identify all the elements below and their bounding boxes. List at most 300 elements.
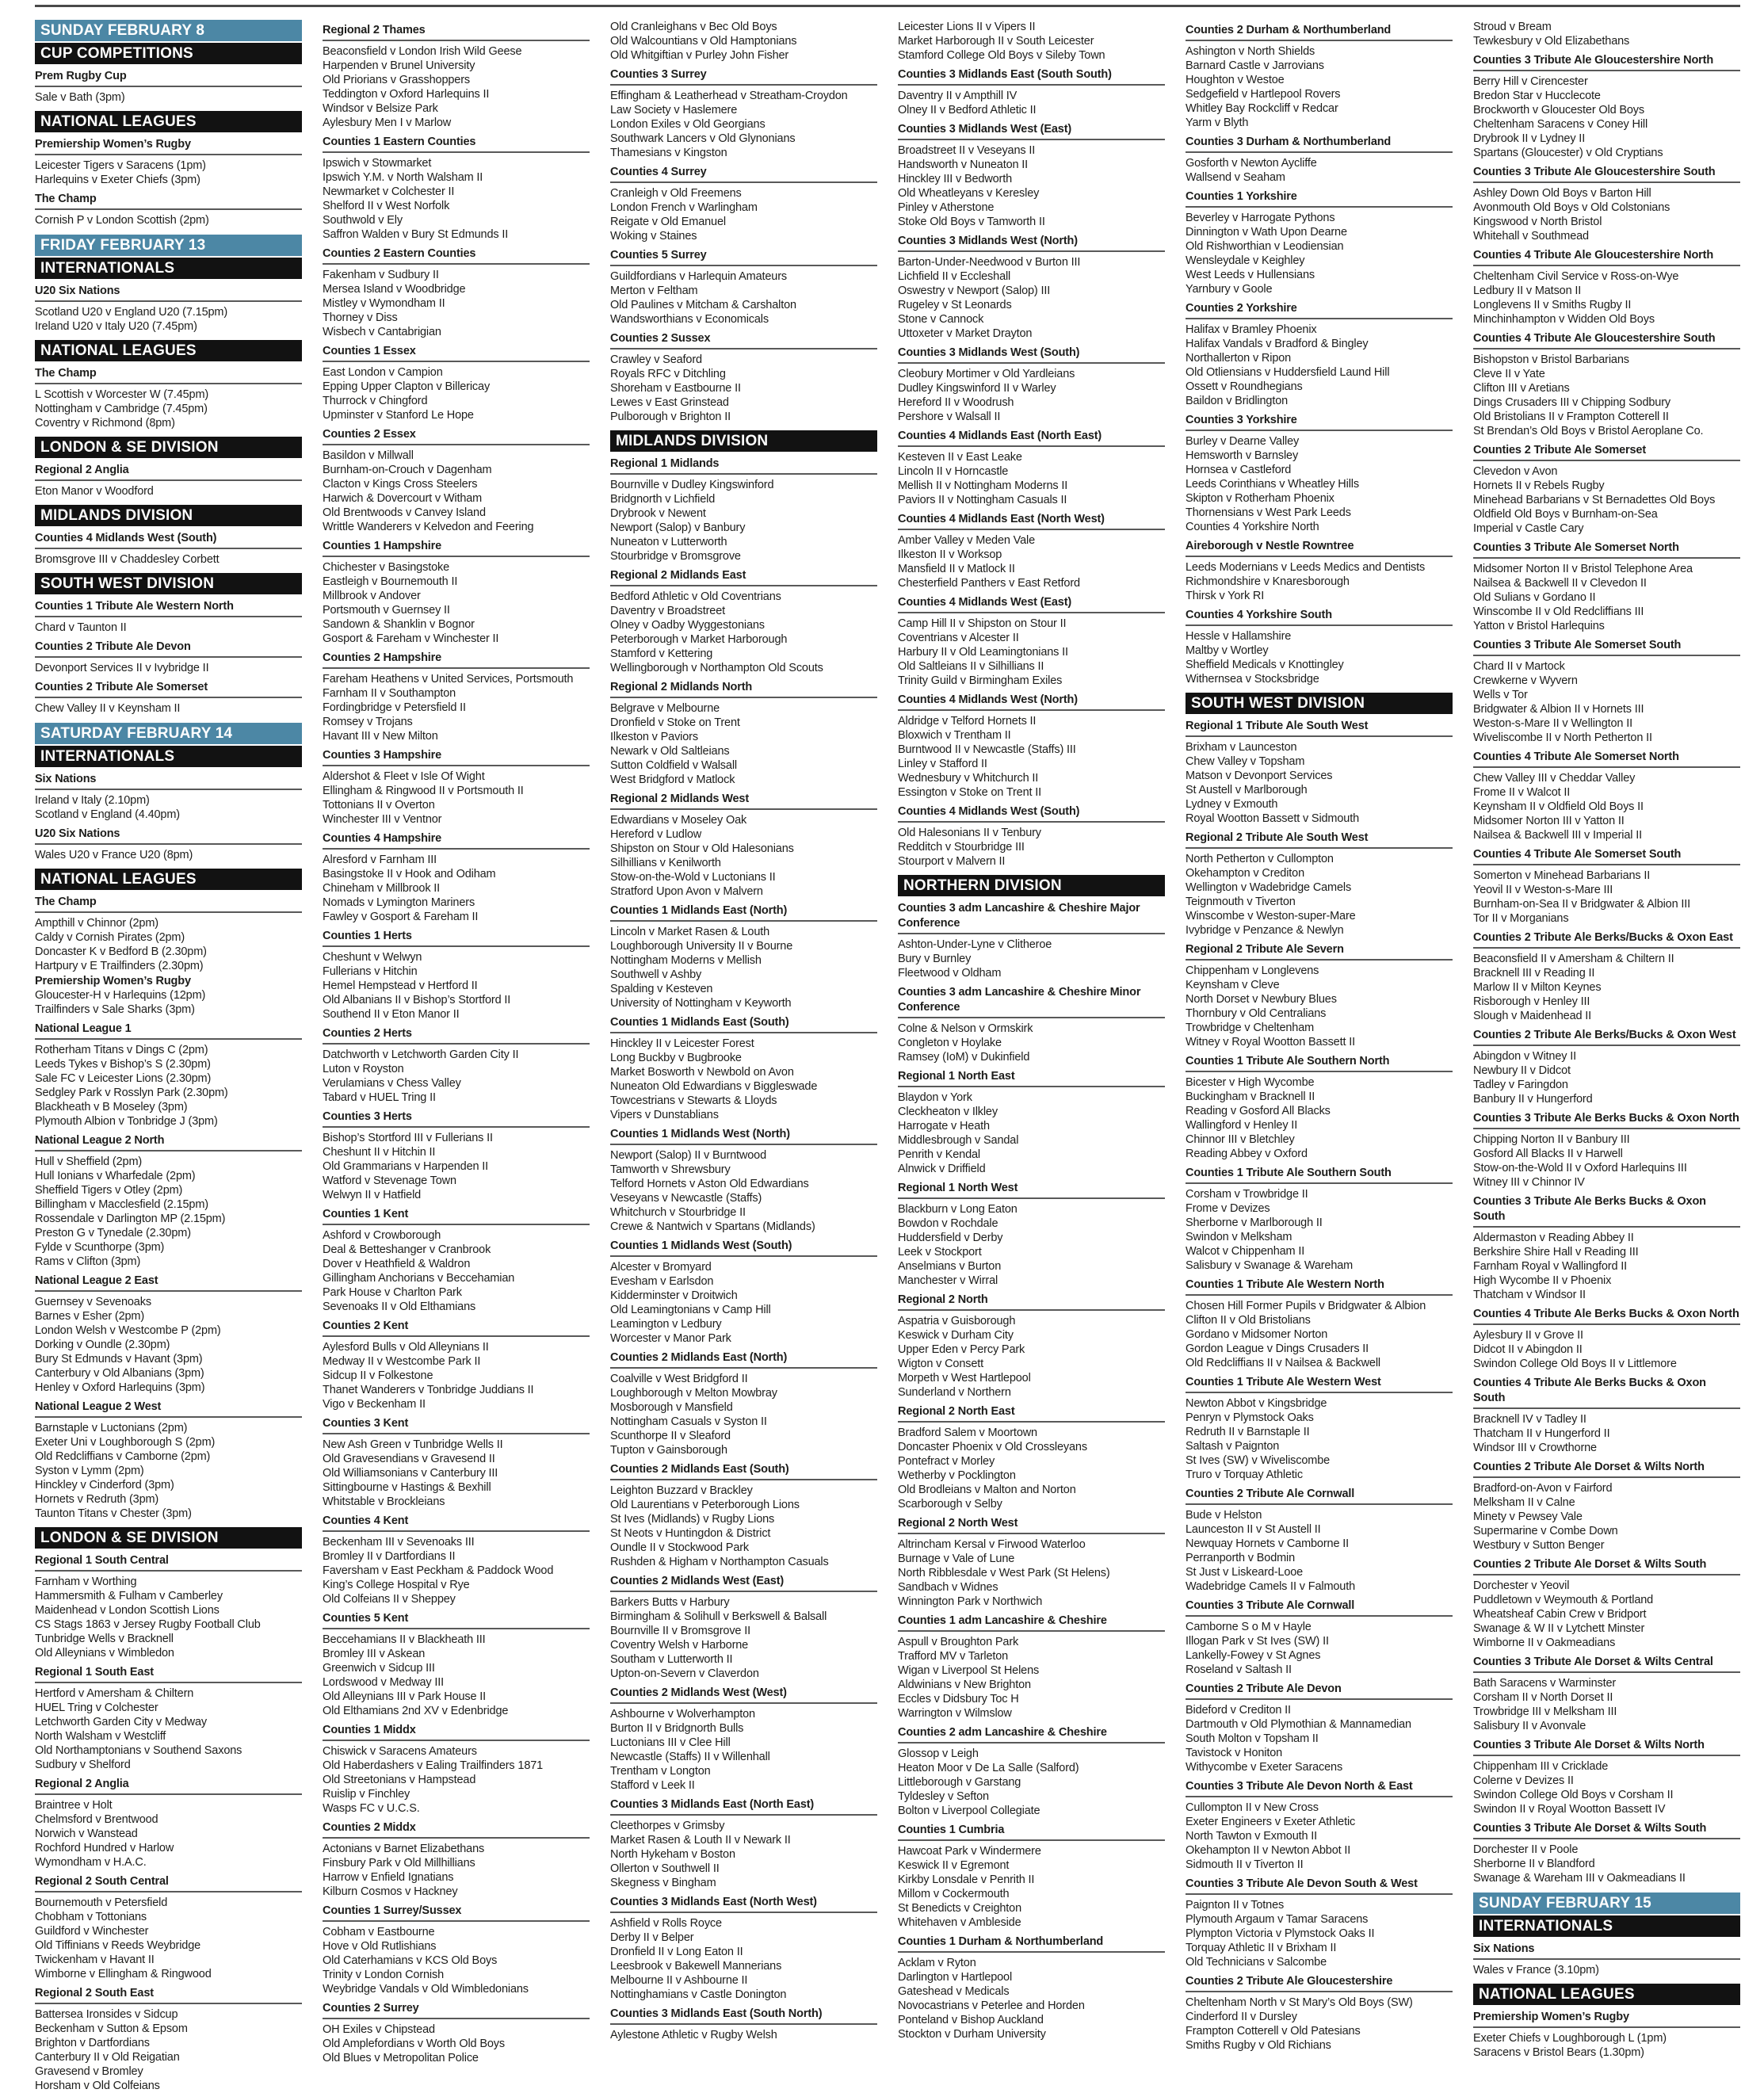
fixture-line: Exeter Chiefs v Loughborough L (1pm) [1473,2032,1667,2045]
fixture-line: Battersea Ironsides v Sidcup [35,2008,178,2021]
fixture-line: Houghton v Westoe [1186,74,1285,86]
fixture-line: Puddletown v Weymouth & Portland [1473,1594,1654,1606]
fixture-line: Wales U20 v France U20 (8pm) [35,849,193,861]
fixture-line: Aspull v Broughton Park [898,1636,1019,1648]
fixture-line: Bedford Athletic v Old Coventrians [610,590,781,603]
fixture-line: Leeds Modernians v Leeds Medics and Dentists [1186,561,1426,574]
fixture-line: Corsham II v North Dorset II [1473,1691,1613,1704]
fixture-line: Sutton Coldfield v Walsall [610,759,737,772]
fixture-line: Shelford II v West Norfolk [323,200,450,212]
fixture-line: Windsor III v Crowthorne [1473,1442,1597,1454]
fixture-line: Withycombe v Exeter Saracens [1186,1761,1343,1774]
fixture-line: Chew Valley II v Keynsham II [35,702,181,715]
fixture-line: Bloxwich v Trentham II [898,729,1011,742]
fixture-line: Ashfield v Rolls Royce [610,1917,722,1930]
league-subhead: Regional 2 North [898,1289,1165,1311]
fixture-line: Burnham-on-Crouch v Dagenham [323,464,492,476]
league-subhead: Counties 2 Tribute Ale Devon [35,636,302,658]
fixture-line: Doncaster Phoenix v Old Crossleyans [898,1441,1087,1453]
fixture-line: Reading v Gosford All Blacks [1186,1105,1331,1117]
league-subhead: Counties 4 Hampshire [323,828,590,850]
fixture-line: Thornbury v Old Centralians [1186,1007,1327,1020]
fixture-line: Abingdon v Witney II [1473,1050,1576,1063]
fixture-line: Chesterfield Panthers v East Retford [898,577,1080,590]
league-subhead: Counties 4 Yorkshire South [1186,605,1453,626]
fixture-line: Old Blues v Metropolitan Police [323,2052,479,2064]
fixture-line: Trinity Guild v Birmingham Exiles [898,674,1063,687]
league-subhead: National League 2 North [35,1130,302,1152]
fixture-line: Exeter Uni v Loughborough S (2pm) [35,1436,216,1449]
fixture-line: Wednesbury v Whitchurch II [898,772,1039,785]
fixture-line: Broadstreet II v Veseyans II [898,144,1036,157]
fixture-line: Okehampton II v Newton Abbot II [1186,1844,1351,1857]
fixture-line: Clacton v Kings Cross Steelers [323,478,478,491]
section-banner: NATIONAL LEAGUES [35,340,302,361]
fixture-line: Aldridge v Telford Hornets II [898,715,1037,728]
league-subhead: Counties 3 Tribute Ale Devon North & East [1186,1776,1453,1797]
league-subhead: Counties 2 Durham & Northumberland [1186,20,1453,41]
league-subhead: Counties 2 Eastern Counties [323,243,590,265]
league-subhead: Counties 1 Herts [323,926,590,947]
fixture-line: Halifax Vandals v Bradford & Bingley [1186,338,1369,350]
fixture-line: Winnington Park v Northwich [898,1595,1043,1608]
top-rule [35,5,1740,7]
league-subhead: Regional 2 Tribute Ale Severn [1186,939,1453,961]
fixture-line: Southam v Lutterworth II [610,1653,733,1666]
fixture-line: Trowbridge v Cheltenham [1186,1022,1315,1034]
fixture-line: Frome II v Walcot II [1473,786,1571,799]
fixture-line: Witney v Royal Wootton Bassett II [1186,1036,1355,1048]
fixture-line: Paignton II v Totnes [1186,1899,1285,1912]
fixture-line: Hinckley v Cinderford (3pm) [35,1479,174,1491]
fixture-line: Littleborough v Garstang [898,1776,1021,1789]
league-subhead: Premiership Women’s Rugby [1473,2007,1740,2028]
fixture-line: Corsham v Trowbridge II [1186,1188,1308,1201]
fixture-line: Essington v Stoke on Trent II [898,786,1042,799]
fixture-line: Huddersfield v Derby [898,1232,1003,1244]
fixture-line: Walcot v Chippenham II [1186,1245,1305,1258]
fixture-line: Cobham v Eastbourne [323,1926,435,1938]
league-subhead: Counties 3 Tribute Ale Cornwall [1186,1595,1453,1617]
fixture-line: Gordon League v Dings Crusaders II [1186,1342,1369,1355]
league-subhead: Counties 4 Tribute Ale Somerset North [1473,747,1740,768]
fixture-line: King’s College Hospital v Rye [323,1579,470,1591]
fixture-line: North Dorset v Newbury Blues [1186,993,1337,1006]
fixture-line: Letchworth Garden City v Medway [35,1716,207,1728]
league-subhead: Six Nations [1473,1938,1740,1960]
fixture-line: Dover v Heathfield & Waldron [323,1258,471,1270]
fixture-line: Chobham v Tottonians [35,1911,147,1923]
league-subhead: Counties 3 Midlands East (South North) [610,2003,877,2025]
league-subhead: Regional 2 Midlands West [610,789,877,810]
fixture-line: Cheltenham North v St Mary’s Old Boys (SW) [1186,1996,1413,2009]
fixture-line: Plymouth Albion v Tonbridge J (3pm) [35,1115,218,1128]
fixture-line: Wiveliscombe II v North Petherton II [1473,731,1652,744]
fixture-line: Peterborough v Market Harborough [610,633,788,646]
fixture-line: Halifax v Bramley Phoenix [1186,323,1317,336]
fixture-line: Swindon College Old Boys II v Littlemore [1473,1358,1677,1370]
fixture-line: Dronfield v Stoke on Trent [610,716,740,729]
fixture-line: Edwardians v Moseley Oak [610,814,747,827]
fixture-line: CS Stags 1863 v Jersey Rugby Football Club [35,1618,261,1631]
fixture-line: Chosen Hill Former Pupils v Bridgwater & Albion [1186,1300,1426,1312]
league-subhead: Counties 2 Tribute Ale Dorset & Wilts North [1473,1457,1740,1478]
fixture-line: Whitchurch v Stourbridge II [610,1206,746,1219]
fixture-line: Bicester v High Wycombe [1186,1076,1315,1089]
fixture-line: North Walsham v Westcliff [35,1730,166,1743]
league-subhead: Counties 3 Herts [323,1106,590,1128]
fixture-line: Lordswood v Medway III [323,1676,445,1689]
fixture-line: Keynsham II v Oldfield Old Boys II [1473,800,1644,813]
fixture-line: Ashington v North Shields [1186,45,1315,58]
league-subhead: Counties 3 Midlands East (North East) [610,1794,877,1816]
fixture-line: Silhillians v Kenilworth [610,857,721,869]
fixture-line: Okehampton v Crediton [1186,867,1304,880]
fixture-line: Marlow II v Milton Keynes [1473,981,1602,994]
fixture-line: Manchester v Wirral [898,1274,998,1287]
league-subhead: Counties 2 Midlands West (West) [610,1682,877,1704]
fixture-line: Sedgefield v Hartlepool Rovers [1186,88,1341,101]
fixture-line: Whitehall v Southmead [1473,230,1589,243]
fixture-line: Cheltenham Civil Service v Ross-on-Wye [1473,270,1679,283]
fixture-line: Norwich v Wanstead [35,1828,138,1840]
fixture-line: Old Otliensians v Huddersfield Laund Hill [1186,366,1390,379]
fixture-line: Wasps FC v U.C.S. [323,1802,420,1815]
fixture-line: Bournville v Dudley Kingswinford [610,479,774,491]
league-subhead: The Champ [35,189,302,210]
column-2 [323,20,590,2065]
fixture-line: Stamford v Kettering [610,647,713,660]
fixture-line: Wigton v Consett [898,1358,984,1370]
fixture-line: Weybridge Vandals v Old Wimbledonians [323,1983,529,1996]
fixture-line: Colerne v Devizes II [1473,1774,1574,1787]
fixture-line: Lichfield II v Eccleshall [898,270,1011,283]
league-subhead: Counties 3 Tribute Ale Somerset North [1473,537,1740,559]
fixture-line: Cheltenham Saracens v Coney Hill [1473,118,1648,131]
fixture-line: Old Alleynians III v Park House II [323,1690,487,1703]
fixture-line: HUEL Tring v Colchester [35,1702,158,1714]
column-3 [610,20,877,2042]
fixture-line: Clifton II v Old Bristolians [1186,1314,1311,1327]
fixture-line: Swindon College Old Boys v Corsham II [1473,1789,1674,1801]
fixture-line: Swanage & Wareham III v Oakmeadians II [1473,1872,1686,1885]
league-subhead: Counties 3 Tribute Ale Somerset South [1473,635,1740,656]
fixture-line: Finsbury Park v Old Millhillians [323,1857,475,1870]
fixture-line: Gloucester-H v Harlequins (12pm) [35,989,206,1002]
fixture-line: Twickenham v Havant II [35,1954,155,1966]
fixture-line: Law Society v Haslemere [610,104,738,116]
fixture-line: Coventry v Richmond (8pm) [35,417,175,430]
fixture-line: Effingham & Leatherhead v Streatham-Croydon [610,90,848,102]
league-subhead: Counties 3 adm Lancashire & Cheshire Major Conference [898,898,1165,934]
fixture-line: Smiths Rugby v Old Richians [1186,2039,1331,2052]
league-subhead: Counties 4 Midlands West (East) [898,592,1165,613]
league-subhead: Six Nations [35,769,302,790]
league-subhead: Counties 4 Midlands East (North East) [898,426,1165,447]
league-subhead: Counties 2 Midlands West (East) [610,1571,877,1592]
fixture-line: Kirkby Lonsdale v Penrith II [898,1873,1035,1886]
fixture-line: Yatton v Bristol Harlequins [1473,620,1605,632]
fixture-line: Plymouth Argaum v Tamar Saracens [1186,1913,1369,1926]
fixture-line: Chelmsford v Brentwood [35,1813,158,1826]
fixture-line: Sheffield Tigers v Otley (2pm) [35,1184,183,1197]
league-subhead: Counties 3 Durham & Northumberland [1186,132,1453,153]
fixture-line: Old Williamsonians v Canterbury III [323,1467,498,1480]
fixture-line: Syston v Lymm (2pm) [35,1465,144,1477]
fixture-line: Bournville II v Bromsgrove II [610,1625,750,1637]
fixture-line: Stroud v Bream [1473,21,1552,33]
fixture-line: Roseland v Saltash II [1186,1663,1292,1676]
fixture-line: Wensleydale v Keighley [1186,254,1305,267]
league-subhead: Counties 3 Yorkshire [1186,410,1453,431]
fixture-line: Barkers Butts v Harbury [610,1596,730,1609]
fixture-line: Sherborne II v Blandford [1473,1858,1595,1870]
fixture-line: Bradford Salem v Moortown [898,1427,1037,1439]
fixtures-page [0,5,1764,2093]
fixture-line: Redruth II v Barnstaple II [1186,1426,1310,1438]
fixture-line: Mistley v Wymondham II [323,297,445,310]
fixture-line: Caldy v Cornish Pirates (2pm) [35,931,185,944]
fixture-line: Oundle II v Stockwood Park [610,1541,750,1554]
fixture-line: Yarnbury v Goole [1186,283,1273,296]
league-subhead: Counties 4 Tribute Ale Gloucestershire South [1473,328,1740,349]
fixture-line: Thatcham v Windsor II [1473,1289,1586,1301]
fixture-line: Old Redcliffians v Camborne (2pm) [35,1450,211,1463]
fixture-line: Rams v Clifton (3pm) [35,1255,141,1268]
fixture-line: Braintree v Holt [35,1799,113,1812]
fixture-line: Blackheath v B Moseley (3pm) [35,1101,188,1113]
fixture-line: London Welsh v Westcombe P (2pm) [35,1324,221,1337]
fixture-line: Aylesbury II v Grove II [1473,1329,1583,1342]
fixture-line: Richmondshire v Knaresborough [1186,575,1350,588]
fixture-line: Yeovil II v Weston-s-Mare III [1473,884,1613,896]
fixture-line: Harpenden v Brunel University [323,59,475,72]
fixture-line: Supermarine v Combe Down [1473,1525,1618,1537]
fixture-line: Ashton-Under-Lyne v Clitheroe [898,938,1052,951]
fixture-line: Luctonians III v Clee Hill [610,1736,731,1749]
fixture-line: Swanage & W II v Lytchett Minster [1473,1622,1645,1635]
fixture-line: Scotland v England (4.40pm) [35,808,180,821]
fixture-line: Beccehamians II v Blackheath III [323,1633,486,1646]
fixture-line: Swindon v Melksham [1186,1231,1292,1243]
fixture-line: Penryn v Plymstock Oaks [1186,1411,1314,1424]
fixture-line: Hull Ionians v Wharfedale (2pm) [35,1170,196,1182]
fixture-line: Nomads v Lymington Mariners [323,896,475,909]
fixture-line: Bridgnorth v Lichfield [610,493,716,506]
league-subhead: Counties 4 Midlands West (South) [35,528,302,549]
fixture-line: Wales v France (3.10pm) [1473,1964,1599,1977]
section-banner: NATIONAL LEAGUES [35,869,302,890]
fixture-line: Maltby v Wortley [1186,644,1269,657]
fixture-line: Wheatsheaf Cabin Crew v Bridport [1473,1608,1647,1621]
fixture-line: Hemel Hempstead v Hertford II [323,980,478,992]
fixture-line: North Tawton v Exmouth II [1186,1830,1318,1843]
fixture-line: Alcester v Bromyard [610,1261,712,1274]
league-subhead: Counties 2 Tribute Ale Somerset [35,677,302,698]
fixture-line: Market Harborough II v South Leicester [898,35,1094,48]
fixture-line: Shipston on Stour v Old Halesonians [610,842,794,855]
fixture-line: Wimborne II v Oakmeadians [1473,1637,1616,1649]
league-subhead: Counties 1 Midlands West (North) [610,1124,877,1145]
league-subhead: Counties 4 Kent [323,1511,590,1532]
fixture-line: Guildford v Winchester [35,1925,149,1938]
fixture-line: Kilburn Cosmos v Hackney [323,1885,458,1898]
fixture-line: Old Technicians v Salcombe [1186,1956,1327,1969]
fixture-line: Veseyans v Newcastle (Staffs) [610,1192,762,1205]
fixture-line: Longlevens II v Smiths Rugby II [1473,299,1632,311]
fixture-line: Vipers v Dunstablians [610,1109,719,1121]
fixture-line: Gillingham Anchorians v Beccehamian [323,1272,515,1285]
league-subhead: Counties 2 Tribute Ale Somerset [1473,440,1740,461]
league-subhead: National League 2 East [35,1270,302,1292]
league-subhead: The Champ [35,363,302,384]
fixture-line: Truro v Torquay Athletic [1186,1469,1303,1481]
fixture-line: Thorney v Diss [323,311,398,324]
fixture-line: Guernsey v Sevenoaks [35,1296,151,1308]
fixture-line: Hinckley III v Bedworth [898,173,1013,185]
fixture-line: North Petherton v Cullompton [1186,853,1334,865]
section-banner: INTERNATIONALS [35,746,302,767]
fixture-line: Tewkesbury v Old Elizabethans [1473,35,1630,48]
league-subhead: Counties 1 Tribute Ale Southern North [1186,1051,1453,1072]
fixture-line: Sandown & Shanklin v Bognor [323,618,475,631]
fixture-line: Heaton Moor v De La Salle (Salford) [898,1762,1079,1774]
fixture-line: Merton v Feltham [610,285,698,297]
fixture-line: Windsor v Belsize Park [323,102,438,115]
fixture-line: Old Laurentians v Peterborough Lions [610,1499,800,1511]
fixture-line: Weston-s-Mare II v Wellington II [1473,717,1632,730]
fixture-line: Fakenham v Sudbury II [323,269,439,281]
fixture-line: Burton II v Bridgnorth Bulls [610,1722,744,1735]
fixture-line: Old Streetonians v Hampstead [323,1774,476,1786]
fixture-line: Dorking v Oundle (2.30pm) [35,1339,170,1351]
fixture-line: Brixham v Launceston [1186,741,1297,754]
fixture-line: Minchinhampton v Widden Old Boys [1473,313,1655,326]
fixture-line: Salisbury II v Avonvale [1473,1720,1586,1732]
fixture-line: Stow-on-the-Wold II v Oxford Harlequins III [1473,1162,1687,1174]
league-subhead: Counties 1 Yorkshire [1186,186,1453,208]
league-subhead: Counties 3 Tribute Ale Berks Bucks & Oxon North [1473,1108,1740,1129]
fixture-line: Tadley v Faringdon [1473,1079,1568,1091]
fixture-line: Clifton III v Aretians [1473,382,1570,395]
fixture-line: Burntwood II v Newcastle (Staffs) III [898,743,1076,756]
fixture-line: Rotherham Titans v Dings C (2pm) [35,1044,208,1056]
fixture-line: Old Colfeians II v Sheppey [323,1593,456,1606]
fixture-line: West Leeds v Hullensians [1186,269,1315,281]
fixture-line: Sidmouth II v Tiverton II [1186,1858,1304,1871]
fixture-line: Fylde v Scunthorpe (3pm) [35,1241,165,1254]
fixture-line: Bowdon v Rochdale [898,1217,998,1230]
fixture-line: Thurrock v Chingford [323,395,428,407]
fixture-line: Burley v Dearne Valley [1186,435,1300,448]
fixture-line: Chew Valley III v Cheddar Valley [1473,772,1636,785]
fixture-line: Melbourne II v Ashbourne II [610,1974,748,1987]
fixture-line: Nottinghamians v Castle Donington [610,1988,787,2001]
date-banner: FRIDAY FEBRUARY 13 [35,235,302,256]
fixture-line: Bromley II v Dartfordians II [323,1550,456,1563]
fixture-line: Keswick II v Egremont [898,1859,1010,1872]
fixture-line: Northallerton v Ripon [1186,352,1292,365]
fixture-line: Plympton Victoria v Plymstock Oaks II [1186,1927,1375,1940]
league-subhead: Counties 2 Surrey [323,1998,590,2019]
league-subhead: Counties 2 Herts [323,1023,590,1045]
fixture-line: Paviors II v Nottingham Casuals II [898,494,1067,506]
fixture-line: Loughborough v Melton Mowbray [610,1387,777,1400]
fixture-line: Lydney v Exmouth [1186,798,1278,811]
league-subhead: Regional 1 North East [898,1066,1165,1087]
fixture-line: Stourbridge v Bromsgrove [610,550,741,563]
fixture-line: Old Grammarians v Harpenden II [323,1160,489,1173]
fixture-line: Writtle Wanderers v Kelvedon and Feering [323,521,534,533]
league-subhead: Counties 2 Kent [323,1316,590,1337]
fixture-line: Crewkerne v Wyvern [1473,674,1578,687]
fixture-line: Linley v Stafford II [898,758,987,770]
fixture-line: Sandbach v Widnes [898,1581,998,1594]
fixture-line: Torquay Athletic II v Brixham II [1186,1942,1337,1954]
section-banner: SOUTH WEST DIVISION [35,573,302,594]
fixture-line: Eastleigh v Bournemouth II [323,575,458,588]
fixture-line: Old Priorians v Grasshoppers [323,74,470,86]
date-banner: SUNDAY FEBRUARY 8 [35,20,302,41]
league-subhead: Counties 2 Sussex [610,328,877,349]
fixture-line: Old Northamptonians v Southend Saxons [35,1744,242,1757]
fixture-line: Welwyn II v Hatfield [323,1189,422,1201]
fixture-line: Cleobury Mortimer v Old Yardleians [898,368,1075,380]
fixture-line: Salisbury v Swanage & Wareham [1186,1259,1354,1272]
fixture-line: Teddington v Oxford Harlequins II [323,88,490,101]
fixture-line: Dorchester II v Poole [1473,1843,1579,1856]
fixture-line: Dronfield II v Long Eaton II [610,1946,743,1958]
fixture-line: Upper Eden v Percy Park [898,1343,1025,1356]
fixture-line: Banbury II v Hungerford [1473,1093,1593,1106]
fixture-line: Lankelly-Fowey v St Agnes [1186,1649,1321,1662]
fixture-line: Camborne S o M v Hayle [1186,1621,1312,1633]
fixture-line: Cleckheaton v Ilkley [898,1106,998,1118]
league-subhead: Regional 2 Anglia [35,1774,302,1795]
league-subhead: Counties 2 Tribute Ale Devon [1186,1679,1453,1700]
league-subhead: Counties 5 Kent [323,1608,590,1629]
fixture-line: Bude v Helston [1186,1509,1262,1522]
league-subhead: Counties 1 Tribute Ale Western North [35,596,302,617]
league-subhead: Counties 1 Essex [323,341,590,362]
fixture-line: Illogan Park v St Ives (SW) II [1186,1635,1329,1648]
fixture-line: Hessle v Hallamshire [1186,630,1292,643]
fixture-line: Hartpury v E Trailfinders (2.30pm) [35,960,204,972]
fixture-line: Pulborough v Brighton II [610,411,731,423]
fixture-line: Millom v Cockermouth [898,1888,1010,1900]
fixture-line: OH Exiles v Chipstead [323,2023,435,2036]
section-banner: NORTHERN DIVISION [898,875,1165,896]
fixture-line: Old Cranleighans v Bec Old Boys [610,21,777,33]
fixture-line: Uttoxeter v Market Drayton [898,327,1033,340]
league-subhead: Regional 2 South Central [35,1871,302,1892]
fixture-line: Eccles v Didsbury Toc H [898,1693,1019,1705]
fixture-line: Fullerians v Hitchin [323,965,418,978]
fixture-line: Old Wheatleyans v Keresley [898,187,1040,200]
league-subhead: Prem Rugby Cup [35,66,302,87]
fixture-line: Keynsham v Cleve [1186,979,1280,991]
fixture-line: University of Nottingham v Keyworth [610,997,792,1010]
fixture-line: Hawcoat Park v Windermere [898,1845,1041,1858]
league-subhead: Counties 1 Tribute Ale Southern South [1186,1163,1453,1184]
fixture-line: Old Tiffinians v Reeds Weybridge [35,1939,201,1952]
fixture-line: Thanet Wanderers v Tonbridge Juddians II [323,1384,534,1396]
fixture-line: Penrith v Kendal [898,1148,980,1161]
league-subhead: Counties 1 Kent [323,1204,590,1225]
fixture-line: L Scottish v Worcester W (7.45pm) [35,388,209,401]
fixture-line: Slough v Maidenhead II [1473,1010,1592,1022]
fixture-line: Ampthill v Chinnor (2pm) [35,917,158,930]
